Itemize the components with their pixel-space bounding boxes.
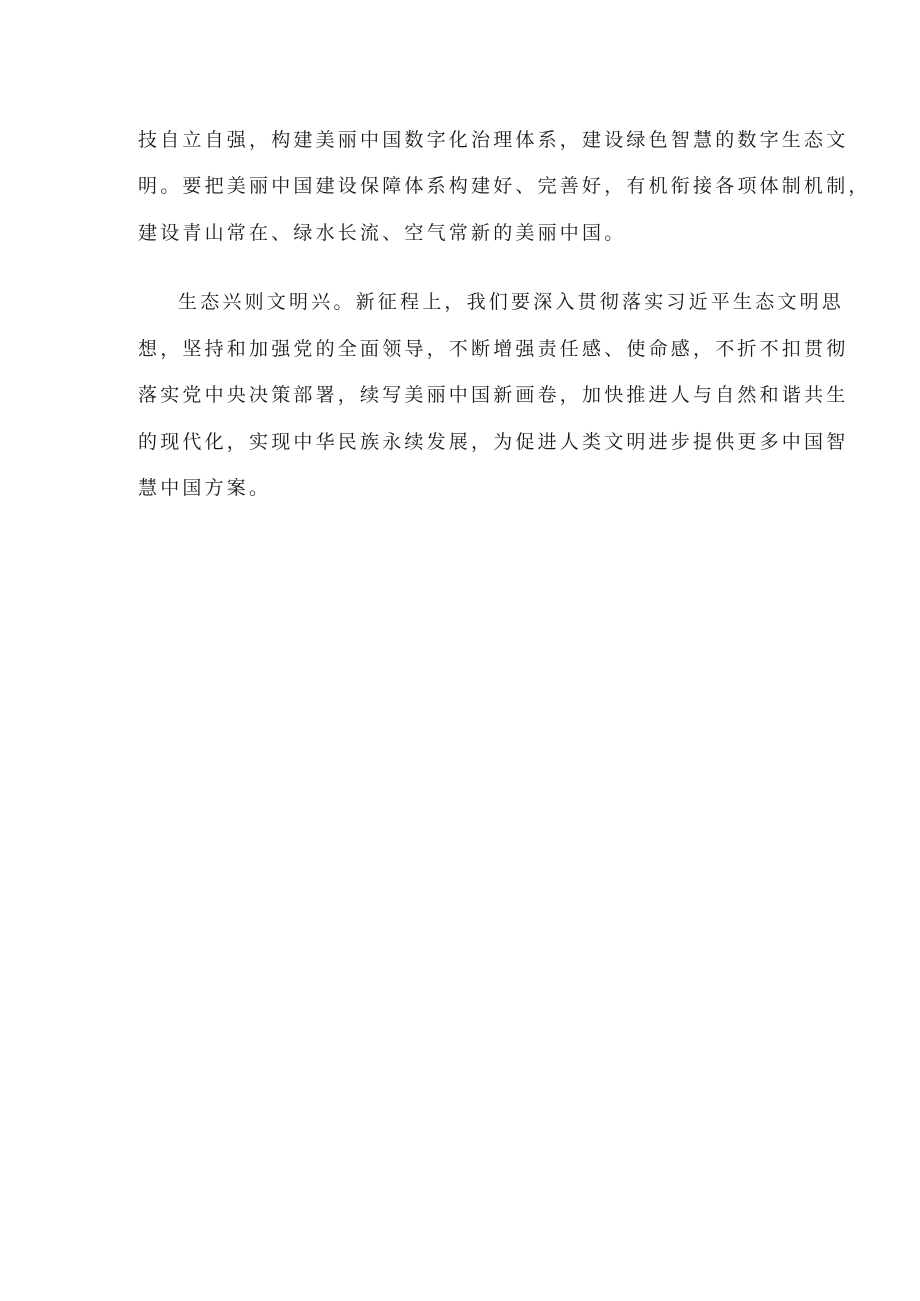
paragraph-2-line-1: 生态兴则文明兴。新征程上，我们要深入贯彻落实习近平生态文明思 [178,291,845,313]
paragraph-1-line-3: 建设青山常在、绿水长流、空气常新的美丽中国。 [138,222,627,244]
paragraph-2-line-2: 想，坚持和加强党的全面领导，不断增强责任感、使命感，不折不扣贯彻 [138,338,849,360]
paragraph-2-line-4: 的现代化，实现中华民族永续发展，为促进人类文明进步提供更多中国智 [138,431,849,453]
paragraph-1-line-1: 技自立自强，构建美丽中国数字化治理体系，建设绿色智慧的数字生态文 [138,129,849,151]
paragraph-2-line-3: 落实党中央决策部署，续写美丽中国新画卷，加快推进人与自然和谐共生 [138,384,849,406]
paragraph-2-line-5: 慧中国方案。 [138,477,272,499]
paragraph-1-line-2: 明。要把美丽中国建设保障体系构建好、完善好，有机衔接各项体制机制， [138,175,871,197]
